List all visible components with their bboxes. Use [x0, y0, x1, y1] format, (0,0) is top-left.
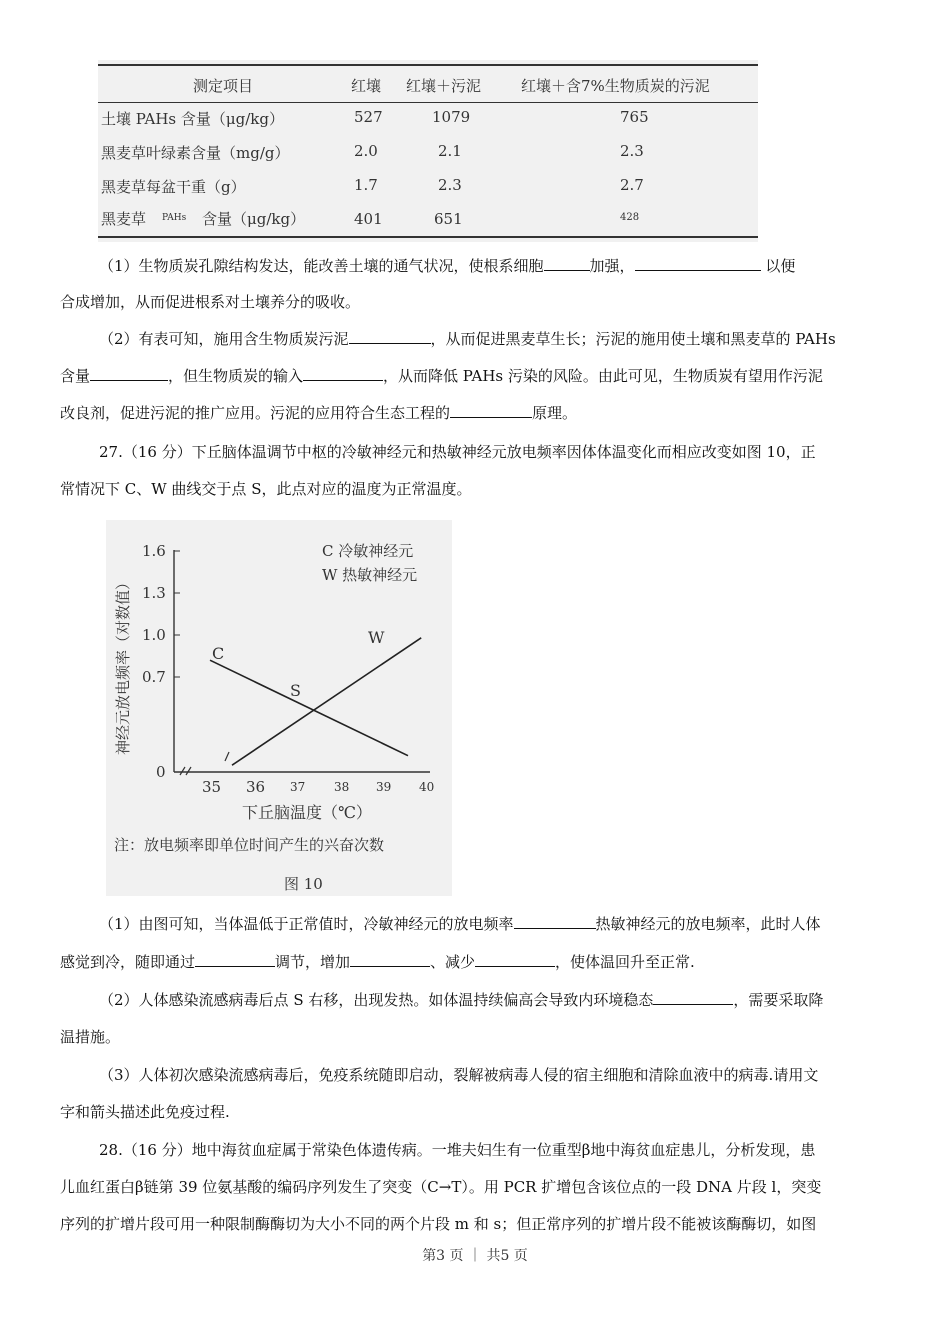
- table-top-rule: [98, 64, 758, 66]
- q28-line3: 序列的扩增片段可用一种限制酶酶切为大小不同的两个片段 m 和 s；但正常序列的扩增片段不能被该酶酶切，如图: [60, 1215, 817, 1233]
- answer-blank[interactable]: [653, 990, 733, 1005]
- q26-part2-line2: 含量 ，但生物质炭的输入 ，从而降低 PAHs 污染的风险。由此可见，生物质炭有望用作污泥: [60, 367, 823, 385]
- curve-label-c: C: [212, 644, 225, 663]
- answer-blank[interactable]: [303, 366, 383, 381]
- axis-break-mark: [225, 752, 229, 761]
- q26-part2-line3: 改良剂，促进污泥的推广应用。污泥的应用符合生态工程的 原理。: [60, 404, 578, 422]
- x-tick-label: 37: [290, 780, 306, 794]
- q27-part3-line2: 字和箭头描述此免疫过程.: [60, 1103, 230, 1121]
- table-row-label: 含量（μg/kg）: [202, 210, 306, 228]
- y-tick-label: 1.6: [142, 542, 166, 560]
- table-cell: 2.1: [438, 142, 462, 160]
- table-cell: 2.7: [620, 176, 644, 194]
- q28-line2: 儿血红蛋白β链第 39 位氨基酸的编码序列发生了突变（C→T）。用 PCR 扩增包含该位点的一段 DNA 片段 l，突变: [60, 1178, 822, 1196]
- table-cell: 2.0: [354, 142, 378, 160]
- x-tick-label: 36: [246, 778, 266, 796]
- table-row-label: 黑麦草: [101, 210, 147, 228]
- figure-note: 注：放电频率即单位时间产生的兴奋次数: [114, 836, 385, 854]
- x-tick-label: 38: [334, 780, 350, 794]
- table-cell: 1.7: [354, 176, 378, 194]
- answer-blank[interactable]: [195, 952, 275, 967]
- answer-blank[interactable]: [450, 403, 532, 418]
- table-cell: 2.3: [438, 176, 462, 194]
- q26-part2-line1: （2）有表可知，施用含生物质炭污泥 ，从而促进黑麦草生长；污泥的施用使土壤和黑麦草的 PAHs: [99, 330, 836, 348]
- x-tick-label: 40: [419, 780, 435, 794]
- q27-intro-line1: 27.（16 分）下丘脑体温调节中枢的冷敏神经元和热敏神经元放电频率因体体温变化而相应改变如图 10，正: [99, 443, 816, 461]
- neuron-frequency-chart: [106, 520, 452, 896]
- answer-blank[interactable]: [90, 366, 168, 381]
- q27-part1-line1: （1）由图可知，当体温低于正常值时，冷敏神经元的放电频率 热敏神经元的放电频率，此时人体: [99, 915, 821, 933]
- q27-part3-line1: （3）人体初次感染流感病毒后，免疫系统随即启动，裂解被病毒人侵的宿主细胞和清除血液中的病毒.请用文: [99, 1066, 819, 1084]
- table-row-label: 黑麦草叶绿素含量（mg/g）: [101, 144, 290, 162]
- legend-cold-neuron: C 冷敏神经元: [322, 542, 414, 560]
- table-row-label-small: PAHs: [162, 213, 187, 223]
- q27-part1-line2: 感觉到冷，随即通过 调节，增加 、减少 ，使体温回升至正常.: [60, 953, 695, 971]
- series-w-line: [232, 638, 421, 765]
- table-cell: 428: [620, 212, 640, 223]
- figure-caption: 图 10: [284, 875, 323, 893]
- y-tick-label: 0: [156, 763, 166, 781]
- axis-break-mark: [180, 767, 191, 775]
- pahs-data-table: [98, 60, 758, 242]
- q26-part1-line2: 合成增加，从而促进根系对土壤养分的吸收。: [60, 293, 361, 311]
- q27-part2-line1: （2）人体感染流感病毒后点 S 右移，出现发热。如体温持续偏高会导致内环境稳态 ，需要采取降: [99, 991, 824, 1009]
- y-tick-label: 1.0: [142, 626, 166, 644]
- answer-blank[interactable]: [544, 256, 590, 271]
- x-axis-title: 下丘脑温度（℃）: [242, 803, 372, 822]
- table-cell: 1079: [432, 108, 471, 126]
- q28-line1: 28.（16 分）地中海贫血症属于常染色体遗传病。一堆夫妇生有一位重型β地中海贫血症患儿，分析发现，患: [99, 1141, 816, 1159]
- q26-part1-line1: （1）生物质炭孔隙结构发达，能改善土壤的通气状况，使根系细胞 加强， 以便: [99, 257, 796, 275]
- table-cell: 527: [354, 108, 383, 126]
- y-tick-label: 1.3: [142, 584, 166, 602]
- table-header-item: 测定项目: [193, 77, 254, 95]
- intersection-label-s: S: [290, 681, 301, 700]
- y-axis-title: 神经元放电频率（对数值）: [114, 574, 132, 756]
- table-header-red-soil: 红壤: [351, 77, 382, 95]
- answer-blank[interactable]: [514, 914, 596, 929]
- table-cell: 401: [354, 210, 383, 228]
- table-cell: 2.3: [620, 142, 644, 160]
- table-cell: 651: [434, 210, 463, 228]
- table-row-label: 土壤 PAHs 含量（μg/kg）: [101, 110, 284, 128]
- page-footer: 第3 页 ｜ 共5 页: [422, 1248, 528, 1264]
- table-header-red-soil-sludge: 红壤＋污泥: [406, 77, 482, 95]
- table-bottom-rule: [98, 236, 758, 238]
- table-cell: 765: [620, 108, 649, 126]
- y-tick-label: 0.7: [142, 668, 166, 686]
- table-row-label: 黑麦草每盆干重（g）: [101, 178, 246, 196]
- answer-blank[interactable]: [349, 329, 431, 344]
- table-header-rule: [98, 102, 758, 103]
- q27-part2-line2: 温措施。: [60, 1028, 121, 1046]
- x-tick-label: 35: [202, 778, 222, 796]
- answer-blank[interactable]: [350, 952, 430, 967]
- q27-intro-line2: 常情况下 C、W 曲线交于点 S，此点对应的温度为正常温度。: [60, 480, 472, 498]
- figure-10: [106, 520, 452, 896]
- answer-blank[interactable]: [635, 256, 761, 271]
- curve-label-w: W: [368, 628, 385, 647]
- table-header-red-soil-biochar-sludge: 红壤＋含7%生物质炭的污泥: [521, 77, 710, 95]
- series-c-line: [210, 660, 408, 756]
- x-tick-label: 39: [376, 780, 392, 794]
- answer-blank[interactable]: [475, 952, 555, 967]
- legend-warm-neuron: W 热敏神经元: [322, 566, 418, 584]
